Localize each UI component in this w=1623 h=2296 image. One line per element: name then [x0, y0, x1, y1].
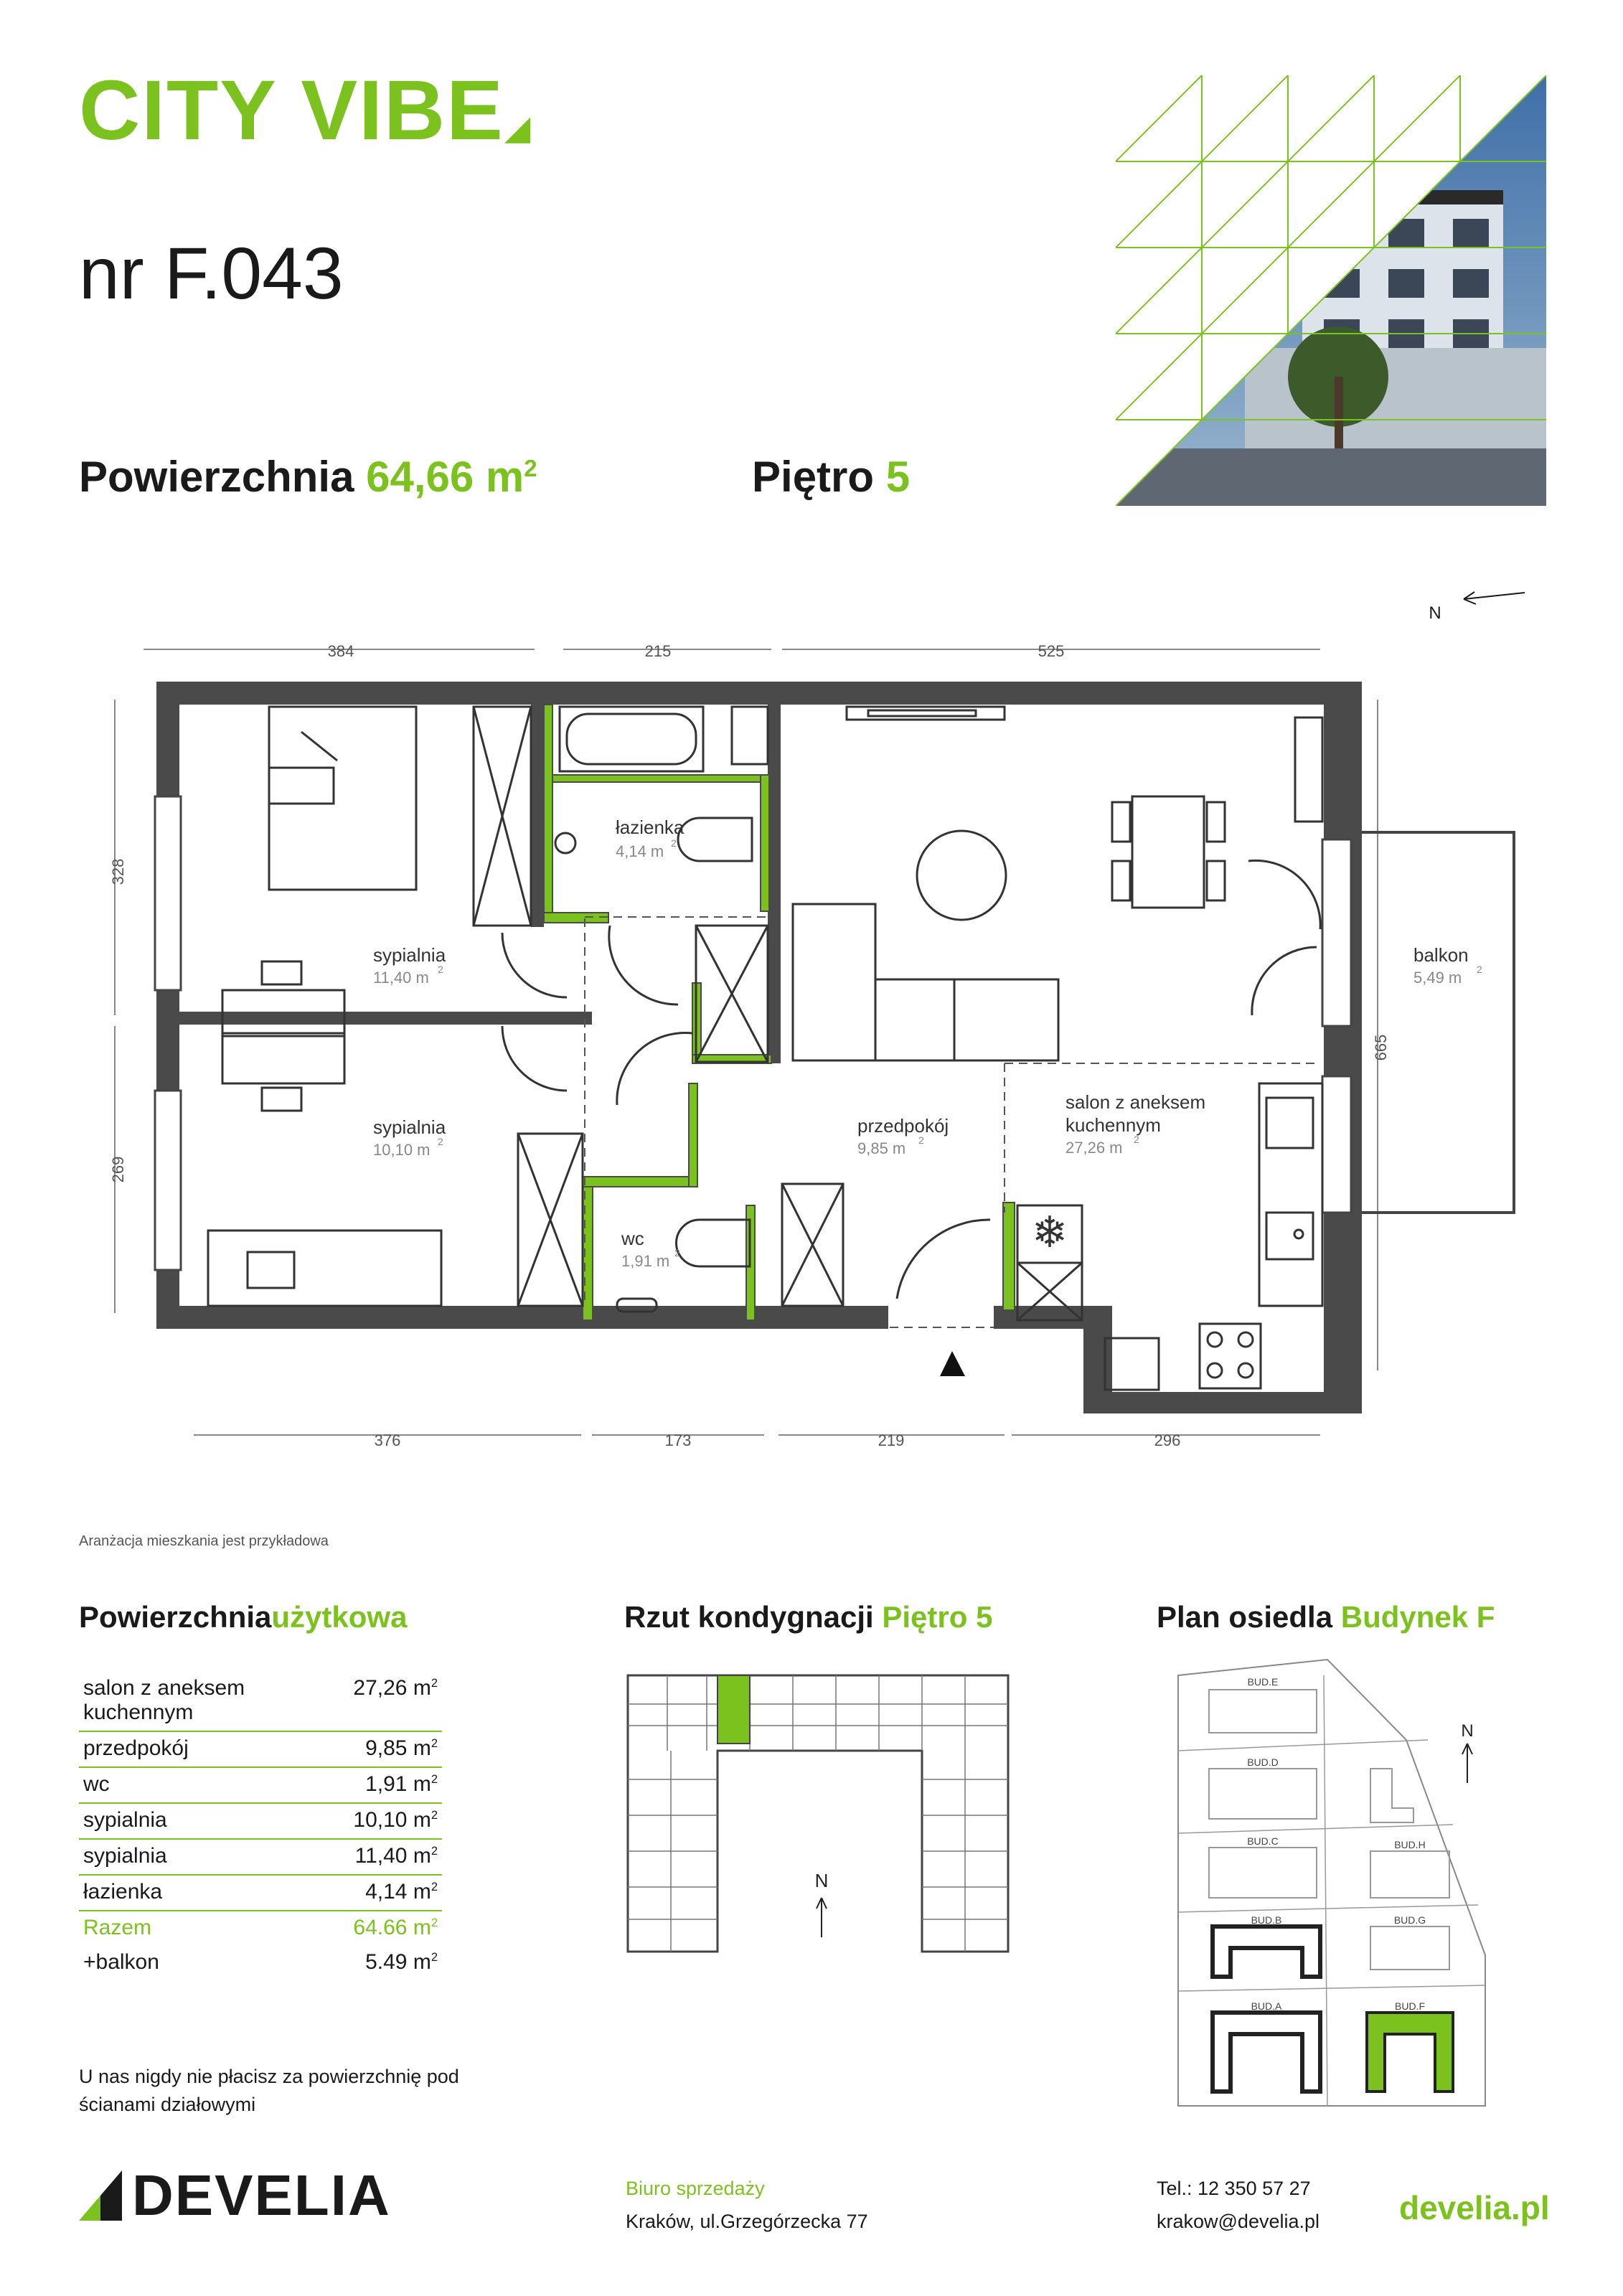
room-area-balkon: 5,49 m [1413, 969, 1462, 987]
room-label-wc: wc [621, 1228, 644, 1249]
svg-text:N: N [1429, 603, 1441, 623]
site-plan-heading: Plan osiedla Budynek F [1157, 1600, 1495, 1634]
arrangement-disclaimer: Aranżacja mieszkania jest przykładowa [79, 1533, 329, 1549]
table-row: łazienka 4,14 $m^2$ [79, 1876, 442, 1911]
total-row: Razem 64.66 $m^2$ [83, 1916, 438, 1939]
site-plan-map [1170, 1654, 1492, 2120]
highlighted-building [1367, 2013, 1453, 2092]
svg-text:2: 2 [1477, 964, 1482, 975]
room-area-salon: 27,26 m [1065, 1139, 1123, 1157]
room-area-sypialnia-1: 11,40 m [373, 969, 429, 987]
room-label-salon-2: kuchennym [1065, 1114, 1161, 1136]
dim-bottom-3: 219 [878, 1431, 905, 1449]
table-row: przedpokój 9,85 $m^2$ [79, 1732, 442, 1768]
svg-text:2: 2 [918, 1134, 924, 1146]
dim-right-1: 665 [1372, 1034, 1390, 1061]
room-area-lazienka: 4,14 m [616, 842, 664, 860]
area-heading: Powierzchnia 64,66 $m^2$ [79, 453, 537, 501]
dim-bottom-2: 173 [664, 1431, 692, 1449]
develia-logo: DEVELIA [79, 2167, 391, 2224]
north-label: N [814, 1870, 829, 1891]
dim-top-1: 384 [327, 642, 354, 660]
bud-f-label: BUD.F [1395, 2000, 1425, 2012]
bud-e-label: BUD.E [1247, 1676, 1279, 1688]
svg-text:2: 2 [438, 1136, 443, 1147]
svg-text:2: 2 [674, 1247, 680, 1258]
bud-b-label: BUD.B [1251, 1914, 1282, 1926]
dim-top-3: 525 [1038, 642, 1065, 660]
floor-plan-heading: Rzut kondygnacji Piętro 5 [624, 1600, 993, 1634]
svg-text:2: 2 [438, 964, 443, 975]
usable-area-heading: Powierzchniaużytkowa [79, 1600, 408, 1634]
room-label-salon: salon z aneksem [1065, 1091, 1206, 1113]
room-label-lazienka: łazienka [616, 817, 685, 838]
phone-number[interactable]: Tel.: 12 350 57 27 [1157, 2178, 1311, 2199]
room-area-wc: 1,91 m [621, 1252, 670, 1270]
dim-left-1: 328 [109, 858, 127, 885]
website-link[interactable]: develia.pl [1399, 2189, 1550, 2226]
svg-text:❄: ❄ [1031, 1208, 1068, 1256]
table-row: sypialnia 11,40 $m^2$ [79, 1840, 442, 1876]
room-label-balkon: balkon [1413, 944, 1469, 966]
north-arrow-icon [817, 1898, 827, 1937]
room-label-sypialnia-1: sypialnia [373, 944, 446, 966]
table-row: sypialnia 10,10 $m^2$ [79, 1804, 442, 1840]
svg-text:2: 2 [1134, 1134, 1139, 1145]
dim-left-2: 269 [109, 1156, 127, 1183]
develia-logo-icon [79, 2170, 122, 2221]
bud-d-label: BUD.D [1247, 1756, 1279, 1768]
partition-walls-note: U nas nigdy nie płacisz za powierzchnię pod ścianami działowymi [79, 2066, 459, 2116]
room-label-sypialnia-2: sypialnia [373, 1116, 446, 1138]
bud-h-label: BUD.H [1394, 1839, 1426, 1850]
apartment-floor-plan [100, 567, 1535, 1478]
balcony-row: +balkon 5.49 $m^2$ [83, 1950, 438, 1974]
table-row: salon z aneksem kuchennym 27,26 $m^2$ [79, 1672, 442, 1732]
floor-heading: Piętro 5 [752, 453, 911, 501]
north-arrow-icon [1462, 1744, 1472, 1783]
site-north-label: N [1461, 1721, 1474, 1741]
bud-g-label: BUD.G [1393, 1914, 1426, 1926]
room-area-przedpokoj: 9,85 m [857, 1139, 906, 1157]
north-arrow-icon [1429, 592, 1525, 623]
usable-area-table [79, 1672, 442, 1980]
highlighted-apartment [718, 1675, 750, 1744]
room-area-sypialnia-2: 10,10 m [373, 1141, 431, 1159]
floor-overview-plan [624, 1672, 1012, 1959]
svg-text:2: 2 [671, 837, 677, 849]
bud-c-label: BUD.C [1247, 1835, 1279, 1847]
dim-bottom-1: 376 [374, 1431, 401, 1449]
table-row: wc 1,91 $m^2$ [79, 1768, 442, 1804]
sales-office: Biuro sprzedaży Kraków, ul.Grzegórzecka 77 [626, 2178, 868, 2232]
entrance-arrow-icon [940, 1351, 965, 1376]
room-label-przedpokoj: przedpokój [857, 1115, 949, 1137]
apartment-number: nr F.043 [79, 232, 344, 314]
dim-top-2: 215 [644, 642, 672, 660]
brand-title: CITY VIBE◢ [79, 63, 532, 158]
balcony-outline [1349, 832, 1514, 1213]
dim-bottom-4: 296 [1154, 1431, 1181, 1449]
email-link[interactable]: krakow@develia.pl [1157, 2210, 1320, 2232]
building-visualization [1116, 75, 1546, 506]
bud-a-label: BUD.A [1251, 2000, 1282, 2012]
contact-info [1157, 2173, 1319, 2239]
